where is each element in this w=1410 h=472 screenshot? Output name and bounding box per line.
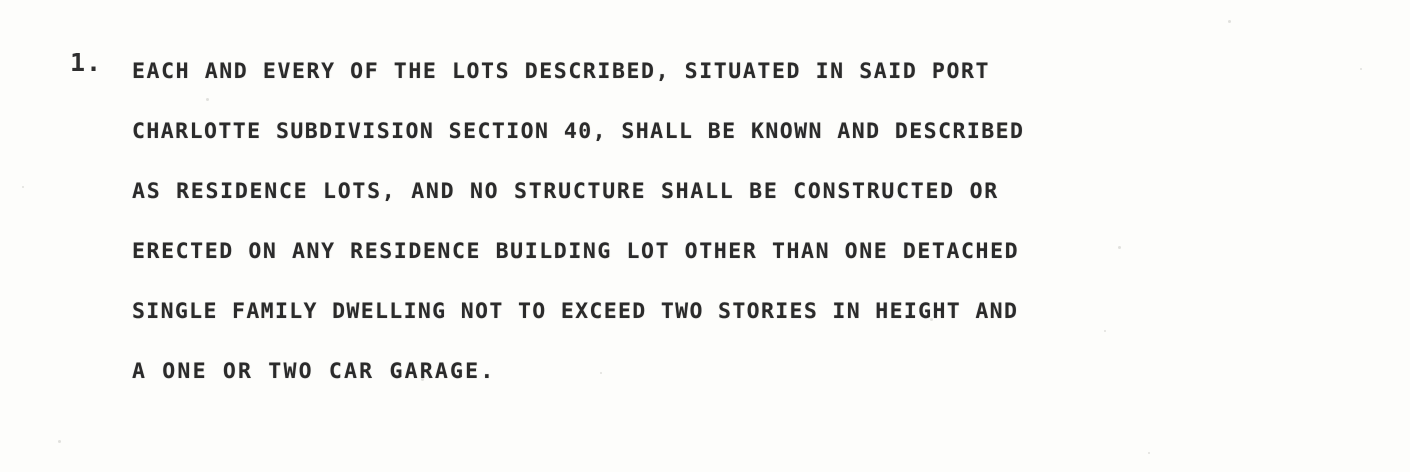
clause-text	[132, 42, 1360, 402]
covenant-clause	[70, 42, 1360, 402]
clause-line: AS RESIDENCE LOTS, AND NO STRUCTURE SHALL BE CONSTRUCTED OR	[132, 179, 999, 204]
clause-line: EACH AND EVERY OF THE LOTS DESCRIBED, SITUATED IN SAID PORT	[132, 59, 991, 84]
scan-speck	[1148, 452, 1150, 454]
clause-number: 1.	[70, 48, 103, 77]
scan-speck	[58, 440, 61, 443]
clause-line: ERECTED ON ANY RESIDENCE BUILDING LOT OTHER THAN ONE DETACHED	[132, 239, 1020, 264]
clause-line: CHARLOTTE SUBDIVISION SECTION 40, SHALL BE KNOWN AND DESCRIBED	[132, 119, 1025, 144]
clause-line: SINGLE FAMILY DWELLING NOT TO EXCEED TWO STORIES IN HEIGHT AND	[132, 299, 1019, 324]
scan-speck	[22, 186, 24, 188]
scan-speck	[1360, 68, 1362, 70]
scan-speck	[1228, 20, 1231, 23]
clause-line: A ONE OR TWO CAR GARAGE.	[132, 359, 496, 384]
